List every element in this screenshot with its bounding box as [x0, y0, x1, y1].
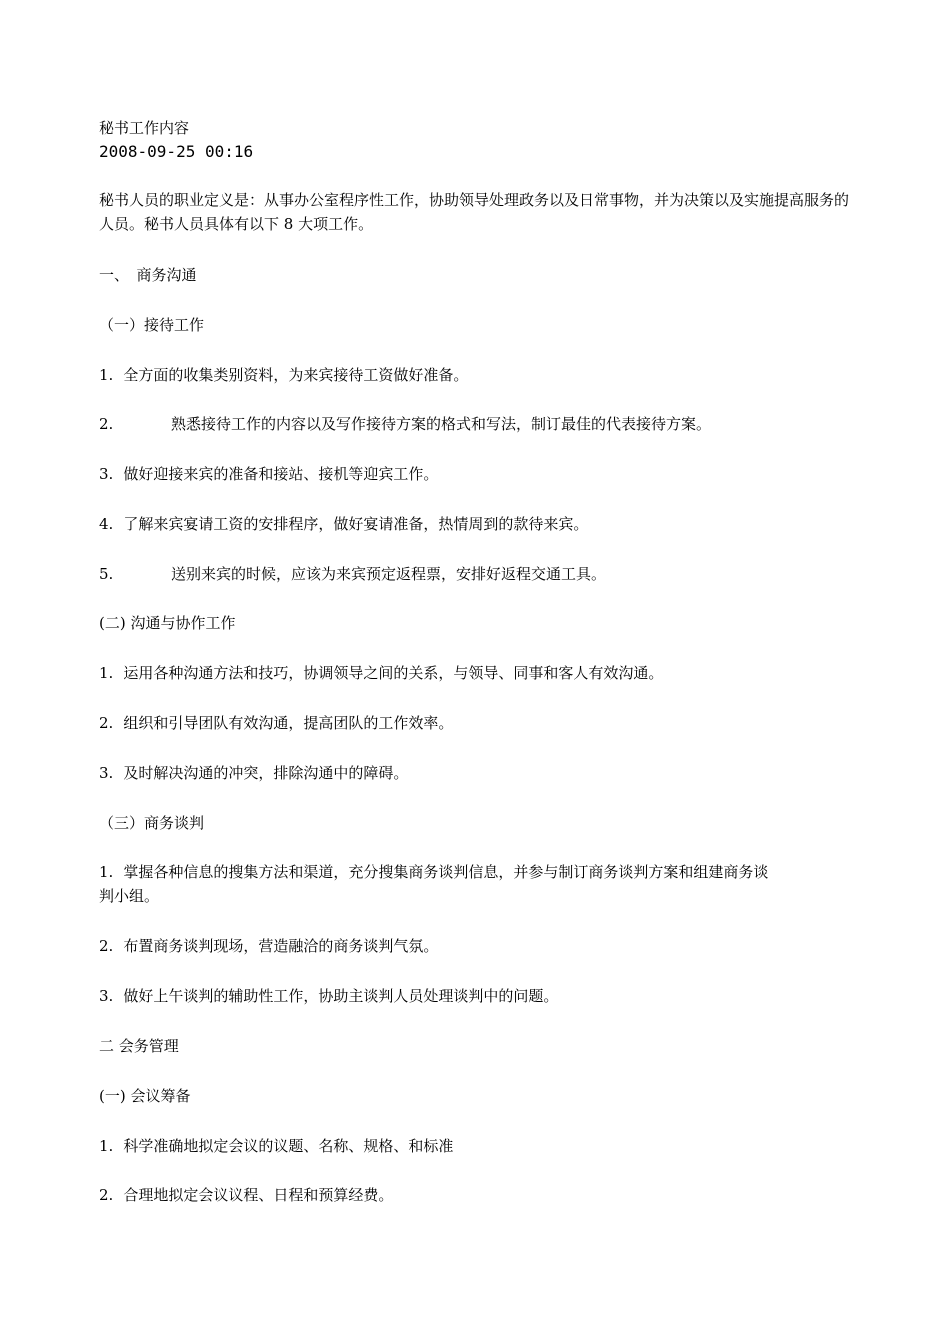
list-item — [99, 1134, 453, 1158]
list-item — [99, 661, 663, 685]
list-item — [99, 562, 606, 586]
list-item — [99, 934, 438, 958]
item-number: 2. — [99, 1186, 114, 1204]
item-number: 3. — [99, 987, 114, 1005]
item-text: 组织和引导团队有效沟通，提高团队的工作效率。 — [123, 714, 454, 732]
item-number: 5. — [99, 565, 114, 583]
document-title: 秘书工作内容 — [99, 119, 190, 137]
section-heading-business-communication: 一、 商务沟通 — [99, 266, 197, 284]
list-item — [99, 761, 408, 785]
section-heading-meeting-management: 二 会务管理 — [99, 1037, 179, 1055]
item-number: 3. — [99, 764, 114, 782]
item-number: 3. — [99, 465, 114, 483]
item-number: 2. — [99, 415, 114, 433]
item-text: 运用各种沟通方法和技巧，协调领导之间的关系，与领导、同事和客人有效沟通。 — [123, 664, 664, 682]
subsection-heading-reception: （一）接待工作 — [99, 316, 205, 334]
subsection-heading-communication: (二) 沟通与协作工作 — [99, 614, 236, 632]
item-number: 2. — [99, 937, 114, 955]
list-item — [99, 984, 558, 1008]
list-item — [99, 1183, 393, 1207]
item-number: 4. — [99, 515, 114, 533]
list-item — [99, 860, 768, 884]
list-item — [99, 462, 438, 486]
intro-paragraph: 秘书人员的职业定义是：从事办公室程序性工作，协助领导处理政务以及日常事物，并为决策以及实施提高服务的人员。秘书人员具体有以下 8 大项工作。 — [99, 191, 850, 233]
item-number: 1. — [99, 366, 114, 384]
item-text: 掌握各种信息的搜集方法和渠道，充分搜集商务谈判信息，并参与制订商务谈判方案和组建商务谈 — [123, 863, 769, 881]
document-date: 2008-09-25 00:16 — [99, 142, 254, 161]
item-text: 做好迎接来宾的准备和接站、接机等迎宾工作。 — [123, 465, 439, 483]
item-text: 熟悉接待工作的内容以及写作接待方案的格式和写法，制订最佳的代表接待方案。 — [171, 415, 712, 433]
list-item — [99, 363, 468, 387]
item-text: 合理地拟定会议议程、日程和预算经费。 — [123, 1186, 394, 1204]
list-item — [99, 412, 711, 436]
item-number: 1. — [99, 1137, 114, 1155]
item-text: 科学准确地拟定会议的议题、名称、规格、和标准 — [123, 1137, 454, 1155]
item-text: 及时解决沟通的冲突，排除沟通中的障碍。 — [123, 764, 409, 782]
list-item — [99, 512, 588, 536]
list-item — [99, 711, 453, 735]
item-text: 布置商务谈判现场，营造融洽的商务谈判气氛。 — [123, 937, 439, 955]
item-text: 送别来宾的时候，应该为来宾预定返程票，安排好返程交通工具。 — [171, 565, 607, 583]
item-text: 全方面的收集类别资料，为来宾接待工资做好准备。 — [123, 366, 469, 384]
item-number: 1. — [99, 863, 114, 881]
subsection-heading-meeting-preparation: (一) 会议筹备 — [99, 1087, 191, 1105]
item-number: 1. — [99, 664, 114, 682]
item-text: 了解来宾宴请工资的安排程序，做好宴请准备，热情周到的款待来宾。 — [123, 515, 589, 533]
list-item-continuation: 判小组。 — [99, 887, 160, 905]
item-text: 做好上午谈判的辅助性工作，协助主谈判人员处理谈判中的问题。 — [123, 987, 559, 1005]
item-number: 2. — [99, 714, 114, 732]
subsection-heading-negotiation: （三）商务谈判 — [99, 814, 205, 832]
